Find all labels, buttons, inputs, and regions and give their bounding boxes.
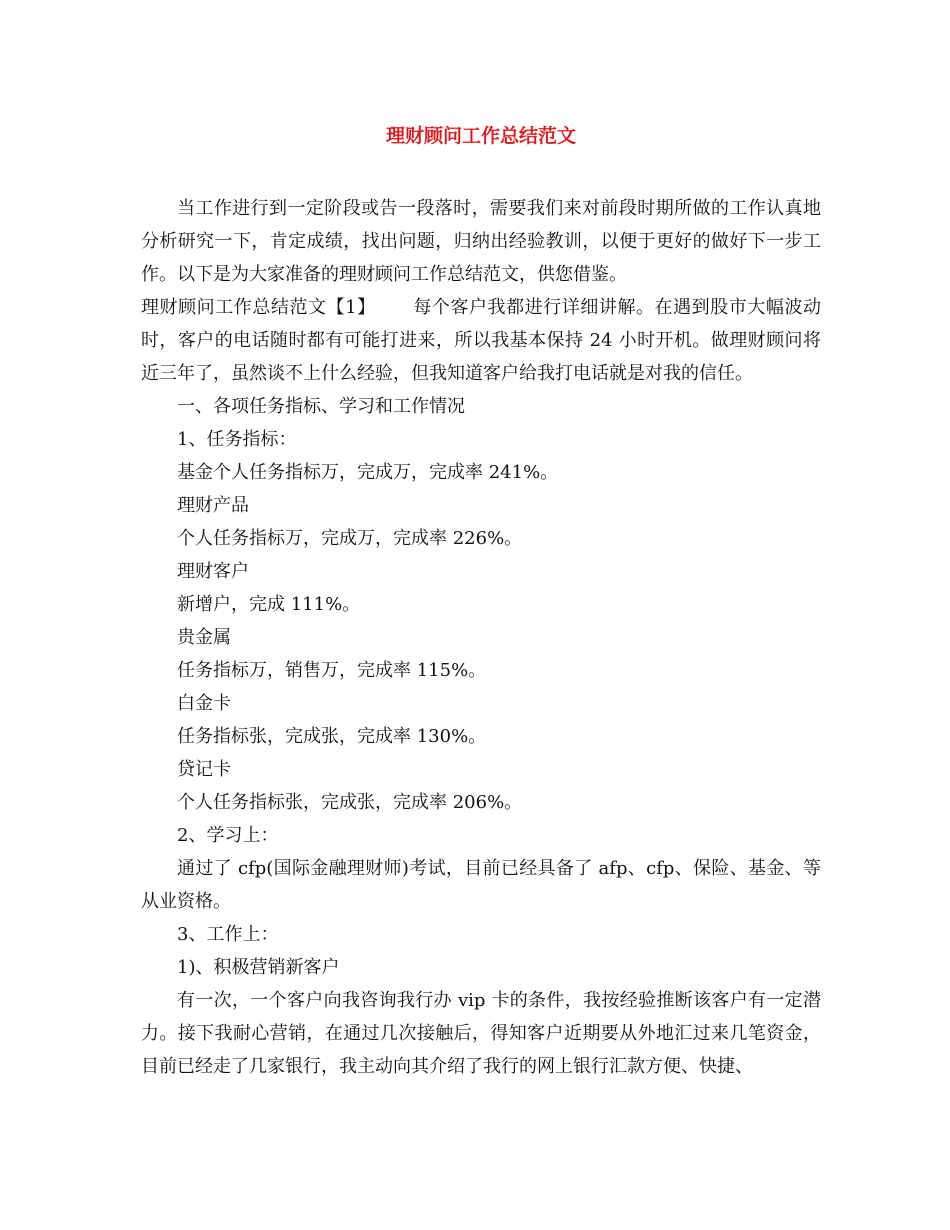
heading-tasks-study-work: 一、各项任务指标、学习和工作情况 [177, 396, 465, 417]
fund-result: 基金个人任务指标万，完成万，完成率 241%。 [177, 462, 559, 483]
credit-card-result: 个人任务指标张，完成张，完成率 206%。 [177, 792, 523, 813]
platinum-card-result: 任务指标张，完成张，完成率 130%。 [177, 726, 487, 747]
metals-result: 任务指标万，销售万，完成率 115%。 [177, 660, 487, 681]
sub-item-new-clients: 1)、积极营销新客户 [177, 957, 340, 978]
wm-clients-result: 新增户，完成 111%。 [177, 594, 361, 615]
study-paragraph: 通过了 cfp(国际金融理财师)考试，目前已经具备了 afp、cfp、保险、基金、等从业资格。 [141, 858, 821, 912]
item-task-targets: 1、任务指标： [177, 429, 297, 450]
credit-card-label: 贷记卡 [177, 759, 231, 780]
section1-paragraph: 理财顾问工作总结范文【1】 每个客户我都进行详细讲解。在遇到股市大幅波动时，客户的电话随时都有可能打进来，所以我基本保持 24 小时开机。做理财顾问将近三年了，虽然谈不上什么经验，但我知道客户给我打电话就是对我的信任。 [141, 297, 821, 384]
wm-products-label: 理财产品 [177, 495, 249, 516]
metals-label: 贵金属 [177, 627, 231, 648]
document-title: 理财顾问工作总结范文 [385, 125, 576, 147]
item-work: 3、工作上： [177, 924, 279, 945]
platinum-card-label: 白金卡 [177, 693, 231, 714]
wm-products-result: 个人任务指标万，完成万，完成率 226%。 [177, 528, 523, 549]
document-body [141, 116, 821, 1083]
wm-clients-label: 理财客户 [177, 561, 249, 582]
story-paragraph: 有一次，一个客户向我咨询我行办 vip 卡的条件，我按经验推断该客户有一定潜力。接下我耐心营销，在通过几次接触后，得知客户近期要从外地汇过来几笔资金，目前已经走了几家银行，我主动向其介绍了我行的网上银行汇款方便、快捷、 [141, 990, 821, 1077]
item-study: 2、学习上： [177, 825, 279, 846]
intro-paragraph: 当工作进行到一定阶段或告一段落时，需要我们来对前段时期所做的工作认真地分析研究一下，肯定成绩，找出问题，归纳出经验教训，以便于更好的做好下一步工作。以下是为大家准备的理财顾问工作总结范文，供您借鉴。 [141, 198, 821, 285]
